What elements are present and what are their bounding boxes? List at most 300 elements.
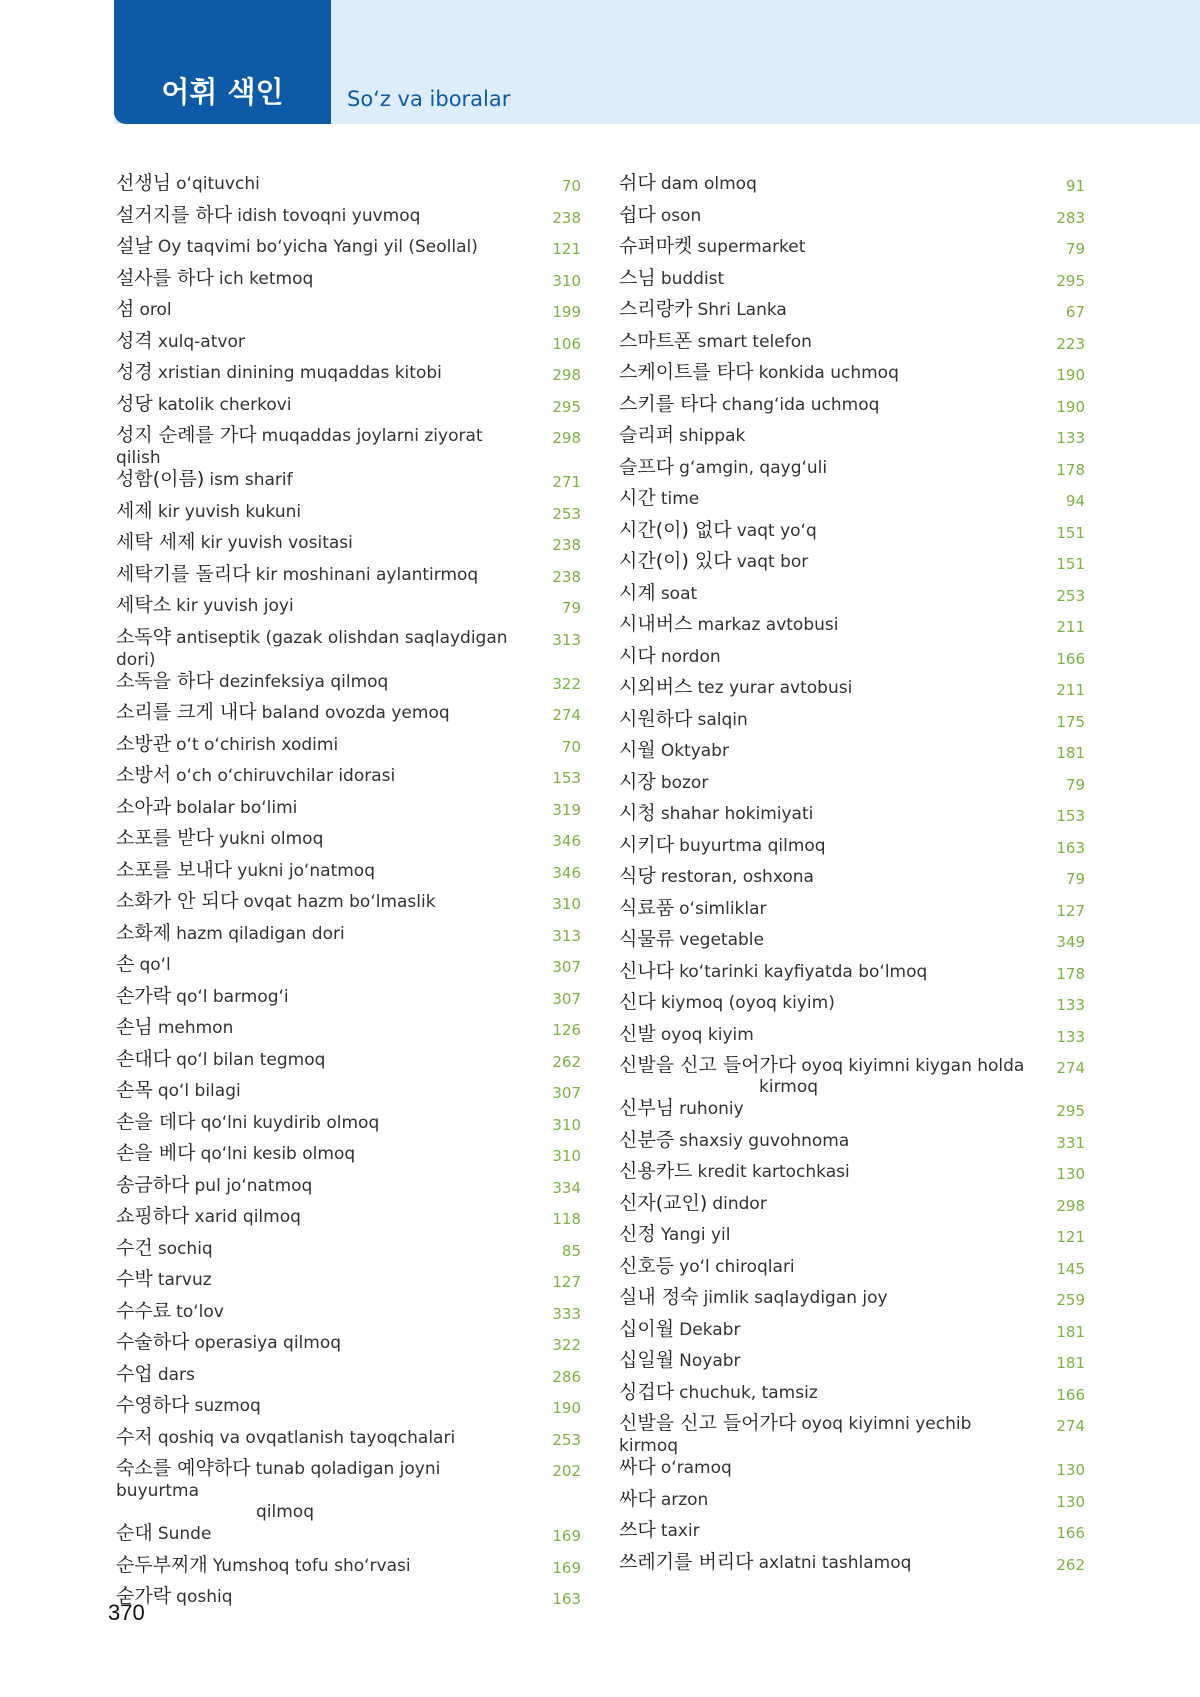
entry-term: 손을 베다 bbox=[116, 1142, 196, 1164]
entry-text bbox=[116, 1080, 537, 1102]
entry-page-number: 127 bbox=[1056, 901, 1085, 920]
entry-term: 소화제 bbox=[116, 921, 172, 944]
entry-term: 싸다 bbox=[619, 1487, 656, 1510]
index-entry bbox=[619, 1193, 1085, 1225]
entry-page-number: 133 bbox=[1056, 429, 1085, 447]
index-entry bbox=[619, 394, 1085, 426]
index-entry bbox=[116, 1269, 581, 1301]
entry-gloss: buddist bbox=[660, 268, 725, 289]
entry-gloss: katolik cherkovi bbox=[157, 394, 292, 415]
entry-term: 쉬다 bbox=[619, 172, 656, 194]
index-entry bbox=[619, 961, 1085, 993]
entry-gloss: jimlik saqlaydigan joy bbox=[703, 1288, 888, 1308]
entry-gloss: g‘amgin, qayg‘uli bbox=[679, 457, 828, 478]
entry-gloss: idish tovoqni yuvmoq bbox=[237, 205, 421, 226]
entry-gloss: baland ovozda yemoq bbox=[261, 703, 450, 723]
entry-gloss: hazm qiladigan dori bbox=[176, 923, 345, 944]
entry-term: 실내 정숙 bbox=[619, 1286, 699, 1308]
index-entry bbox=[619, 803, 1085, 835]
entry-gloss: chang‘ida uchmoq bbox=[721, 394, 880, 415]
entry-term: 신발을 신고 들어가다 bbox=[619, 1054, 797, 1076]
page-number: 370 bbox=[108, 1600, 145, 1625]
entry-page-number: 211 bbox=[1056, 618, 1085, 636]
entry-text bbox=[619, 1413, 1041, 1457]
entry-term: 시월 bbox=[619, 739, 656, 761]
entry-gloss: qo‘l bbox=[139, 955, 171, 975]
entry-term: 쇼핑하다 bbox=[116, 1205, 190, 1227]
entry-gloss: smart telefon bbox=[697, 331, 812, 352]
entry-page-number: 126 bbox=[552, 1021, 581, 1039]
entry-page-number: 178 bbox=[1056, 964, 1085, 983]
index-entry bbox=[116, 797, 581, 829]
entry-page-number: 211 bbox=[1056, 681, 1085, 699]
index-entry bbox=[619, 1161, 1085, 1193]
entry-page-number: 313 bbox=[552, 926, 581, 945]
entry-gloss: qo‘l barmog‘i bbox=[176, 986, 289, 1007]
entry-text bbox=[116, 891, 537, 913]
entry-gloss: taxir bbox=[660, 1521, 700, 1541]
entry-gloss: mehmon bbox=[157, 1018, 234, 1038]
entry-page-number: 151 bbox=[1056, 523, 1085, 542]
index-entry bbox=[116, 1586, 581, 1618]
entry-gloss: ovqat hazm bo‘lmaslik bbox=[243, 892, 436, 912]
entry-text bbox=[116, 627, 537, 671]
entry-gloss: axlatni tashlamoq bbox=[758, 1552, 912, 1573]
index-entry bbox=[116, 205, 581, 237]
entry-text bbox=[116, 299, 537, 321]
title-block bbox=[114, 0, 331, 124]
entry-gloss: dezinfeksiya qilmoq bbox=[218, 671, 389, 692]
entry-page-number: 310 bbox=[552, 1115, 581, 1134]
entry-page-number: 166 bbox=[1056, 1524, 1085, 1542]
entry-term: 십이월 bbox=[619, 1317, 675, 1340]
entry-term: 시장 bbox=[619, 770, 656, 793]
index-entry bbox=[116, 236, 581, 268]
entry-term: 슈퍼마켓 bbox=[619, 235, 693, 257]
entry-text bbox=[116, 362, 537, 384]
entry-term: 소포를 받다 bbox=[116, 827, 214, 849]
entry-term: 손 bbox=[116, 953, 135, 975]
entry-text bbox=[619, 1256, 1041, 1278]
entry-text bbox=[619, 583, 1041, 605]
entry-gloss: shippak bbox=[679, 426, 746, 446]
entry-gloss: suzmoq bbox=[194, 1396, 261, 1416]
entry-gloss: o‘ch o‘chiruvchilar idorasi bbox=[176, 766, 396, 786]
entry-term: 신정 bbox=[619, 1223, 656, 1245]
entry-gloss: chuchuk, tamsiz bbox=[679, 1382, 818, 1403]
entry-page-number: 130 bbox=[1056, 1461, 1085, 1479]
index-column-right bbox=[619, 173, 1085, 1583]
entry-text bbox=[116, 1458, 537, 1523]
entry-page-number: 298 bbox=[1056, 1196, 1085, 1215]
entry-text bbox=[619, 205, 1041, 227]
index-entry bbox=[619, 866, 1085, 898]
entry-term: 신발 bbox=[619, 1022, 656, 1045]
entry-term: 수영하다 bbox=[116, 1394, 190, 1416]
entry-term: 설사를 하다 bbox=[116, 266, 214, 289]
entry-term: 시키다 bbox=[619, 833, 675, 856]
entry-term: 신용카드 bbox=[619, 1160, 693, 1182]
index-entry bbox=[116, 1238, 581, 1270]
entry-page-number: 175 bbox=[1056, 712, 1085, 731]
entry-term: 시원하다 bbox=[619, 707, 693, 730]
entry-term: 쓰레기를 버리다 bbox=[619, 1550, 754, 1573]
entry-page-number: 163 bbox=[1056, 838, 1085, 857]
entry-gloss: Oy taqvimi bo‘yicha Yangi yil (Seollal) bbox=[157, 237, 478, 257]
entry-page-number: 331 bbox=[1056, 1133, 1085, 1152]
index-entry bbox=[619, 709, 1085, 741]
entry-term: 쓰다 bbox=[619, 1519, 656, 1541]
entry-text bbox=[116, 1143, 537, 1165]
index-entry bbox=[619, 646, 1085, 678]
index-entry bbox=[116, 1458, 581, 1523]
entry-term: 송금하다 bbox=[116, 1173, 190, 1196]
entry-page-number: 79 bbox=[1065, 240, 1085, 258]
entry-text bbox=[116, 205, 537, 227]
entry-text bbox=[619, 646, 1041, 668]
entry-text bbox=[619, 866, 1041, 888]
entry-page-number: 295 bbox=[552, 397, 581, 416]
entry-gloss: oyoq kiyim bbox=[660, 1024, 754, 1045]
entry-term: 소화가 안 되다 bbox=[116, 890, 239, 912]
entry-gloss: qoshiq bbox=[176, 1587, 233, 1607]
index-entry bbox=[619, 1489, 1085, 1521]
entry-term: 손님 bbox=[116, 1016, 153, 1038]
entry-gloss: markaz avtobusi bbox=[697, 615, 839, 635]
entry-term: 소리를 크게 내다 bbox=[116, 701, 257, 723]
entry-text bbox=[619, 992, 1041, 1014]
entry-text bbox=[619, 1098, 1041, 1120]
entry-gloss: dars bbox=[157, 1364, 195, 1385]
entry-page-number: 181 bbox=[1056, 1354, 1085, 1372]
entry-page-number: 166 bbox=[1056, 649, 1085, 668]
entry-text bbox=[619, 1382, 1041, 1404]
entry-term: 세제 bbox=[116, 499, 153, 522]
entry-term: 소방관 bbox=[116, 732, 172, 755]
index-entry bbox=[619, 457, 1085, 489]
entry-gloss: shahar hokimiyati bbox=[660, 804, 814, 824]
entry-text bbox=[116, 595, 537, 617]
entry-term: 시간(이) 있다 bbox=[619, 550, 732, 572]
entry-gloss-continuation: kirmoq bbox=[759, 1077, 819, 1097]
index-entry bbox=[116, 923, 581, 955]
entry-gloss: bolalar bo‘limi bbox=[176, 797, 298, 818]
entry-gloss: to‘lov bbox=[176, 1301, 224, 1322]
entry-term: 숟가락 bbox=[116, 1585, 172, 1607]
entry-text bbox=[116, 173, 537, 195]
entry-gloss: Yumshoq tofu sho‘rvasi bbox=[212, 1555, 411, 1576]
entry-gloss: dindor bbox=[712, 1193, 767, 1214]
entry-text bbox=[619, 1489, 1041, 1511]
entry-gloss: arzon bbox=[660, 1489, 709, 1510]
index-entry bbox=[116, 1427, 581, 1459]
entry-text bbox=[116, 1332, 537, 1354]
entry-gloss: antiseptik (gazak olishdan saqlaydigan dori) bbox=[116, 627, 508, 670]
entry-term: 성당 bbox=[116, 392, 153, 415]
entry-gloss: yukni jo‘natmoq bbox=[237, 860, 375, 881]
entry-text bbox=[619, 1319, 1041, 1341]
index-entry bbox=[619, 1024, 1085, 1056]
entry-text bbox=[116, 532, 537, 554]
entry-page-number: 286 bbox=[552, 1367, 581, 1386]
entry-page-number: 334 bbox=[552, 1178, 581, 1197]
entry-term: 수저 bbox=[116, 1425, 153, 1448]
entry-term: 시계 bbox=[619, 581, 656, 604]
index-entry bbox=[619, 740, 1085, 772]
entry-text bbox=[619, 236, 1041, 258]
entry-term: 세탁소 bbox=[116, 594, 172, 616]
entry-term: 싸다 bbox=[619, 1456, 656, 1478]
entry-page-number: 322 bbox=[552, 1336, 581, 1354]
entry-text bbox=[619, 898, 1041, 920]
entry-term: 시다 bbox=[619, 644, 656, 667]
entry-gloss: Dekabr bbox=[679, 1319, 741, 1340]
entry-gloss: orol bbox=[139, 300, 172, 320]
entry-page-number: 181 bbox=[1056, 1322, 1085, 1341]
index-entry bbox=[116, 501, 581, 533]
entry-gloss: time bbox=[660, 489, 700, 509]
index-entry bbox=[619, 677, 1085, 709]
entry-term: 슬리퍼 bbox=[619, 424, 675, 446]
index-entry bbox=[619, 929, 1085, 961]
entry-text bbox=[116, 394, 537, 416]
index-entry bbox=[619, 425, 1085, 457]
entry-term: 소아과 bbox=[116, 795, 172, 818]
index-entry bbox=[619, 488, 1085, 520]
entry-term: 신나다 bbox=[619, 959, 675, 982]
entry-text bbox=[619, 268, 1041, 290]
entry-page-number: 67 bbox=[1065, 303, 1085, 321]
entry-term: 시내버스 bbox=[619, 613, 693, 635]
entry-term: 성격 bbox=[116, 329, 153, 352]
entry-gloss: qo‘l bilan tegmoq bbox=[176, 1049, 326, 1070]
entry-gloss: ich ketmoq bbox=[218, 268, 314, 289]
entry-text bbox=[619, 425, 1041, 447]
entry-gloss: vaqt bor bbox=[736, 552, 809, 572]
index-entry bbox=[619, 1098, 1085, 1130]
entry-term: 설날 bbox=[116, 235, 153, 257]
entry-page-number: 238 bbox=[552, 536, 581, 554]
entry-page-number: 253 bbox=[552, 504, 581, 523]
entry-text bbox=[116, 734, 537, 756]
entry-text bbox=[116, 1206, 537, 1228]
entry-gloss: konkida uchmoq bbox=[758, 363, 899, 383]
entry-term: 섬 bbox=[116, 298, 135, 320]
entry-gloss: kredit kartochkasi bbox=[697, 1162, 850, 1182]
index-entry bbox=[116, 671, 581, 703]
index-entry bbox=[116, 362, 581, 394]
entry-term: 신다 bbox=[619, 991, 656, 1013]
index-entry bbox=[619, 583, 1085, 615]
entry-text bbox=[116, 1523, 537, 1545]
entry-gloss: buyurtma qilmoq bbox=[679, 835, 826, 856]
index-entry bbox=[116, 1364, 581, 1396]
entry-gloss: o‘t o‘chirish xodimi bbox=[176, 734, 339, 755]
index-entry bbox=[116, 299, 581, 331]
entry-page-number: 298 bbox=[552, 429, 581, 447]
entry-term: 수업 bbox=[116, 1362, 153, 1385]
entry-gloss: restoran, oshxona bbox=[660, 867, 814, 887]
index-entry bbox=[116, 595, 581, 627]
entry-page-number: 153 bbox=[552, 769, 581, 787]
entry-page-number: 307 bbox=[552, 1084, 581, 1102]
entry-page-number: 298 bbox=[552, 366, 581, 384]
entry-page-number: 238 bbox=[552, 208, 581, 227]
entry-page-number: 145 bbox=[1056, 1259, 1085, 1278]
entry-term: 스리랑카 bbox=[619, 298, 693, 320]
entry-gloss: sochiq bbox=[157, 1238, 213, 1259]
entry-term: 신호등 bbox=[619, 1254, 675, 1277]
entry-page-number: 91 bbox=[1065, 177, 1085, 195]
entry-term: 성지 순례를 가다 bbox=[116, 424, 257, 446]
entry-text bbox=[116, 425, 537, 469]
entry-text bbox=[116, 236, 537, 258]
entry-text bbox=[116, 986, 537, 1008]
entry-page-number: 70 bbox=[561, 177, 581, 195]
entry-term: 싱겁다 bbox=[619, 1380, 675, 1403]
entry-text bbox=[619, 1024, 1041, 1046]
index-entry bbox=[619, 1350, 1085, 1382]
entry-text bbox=[116, 1238, 537, 1260]
index-entry bbox=[116, 986, 581, 1018]
entry-gloss: operasiya qilmoq bbox=[194, 1333, 342, 1353]
entry-gloss: tunab qoladigan joyni buyurtma bbox=[116, 1459, 441, 1501]
index-entry bbox=[116, 1206, 581, 1238]
index-entry bbox=[116, 1523, 581, 1555]
entry-gloss: yukni olmoq bbox=[218, 829, 324, 849]
index-entry bbox=[619, 205, 1085, 237]
entry-term: 스키를 타다 bbox=[619, 392, 717, 415]
entry-gloss: Noyabr bbox=[679, 1351, 741, 1371]
entry-text bbox=[619, 1130, 1041, 1152]
entry-term: 십일월 bbox=[619, 1349, 675, 1371]
entry-gloss: kiymoq (oyoq kiyim) bbox=[660, 993, 835, 1013]
entry-gloss: o‘qituvchi bbox=[176, 174, 260, 194]
entry-text bbox=[619, 677, 1041, 699]
entry-gloss: kir moshinani aylantirmoq bbox=[255, 564, 479, 585]
index-entry bbox=[116, 627, 581, 671]
entry-text bbox=[116, 1586, 537, 1608]
entry-text bbox=[116, 564, 537, 586]
entry-gloss: supermarket bbox=[697, 237, 806, 257]
entry-gloss: oyoq kiyimni kiygan holda bbox=[801, 1056, 1025, 1076]
entry-text bbox=[116, 765, 537, 787]
entry-page-number: 322 bbox=[552, 674, 581, 693]
index-entry bbox=[619, 1130, 1085, 1162]
entry-gloss: qo‘lni kuydirib olmoq bbox=[200, 1112, 380, 1133]
index-entry bbox=[619, 299, 1085, 331]
entry-page-number: 295 bbox=[1056, 1102, 1085, 1120]
entry-page-number: 151 bbox=[1056, 555, 1085, 573]
index-entry bbox=[619, 1520, 1085, 1552]
entry-text bbox=[619, 299, 1041, 321]
entry-page-number: 94 bbox=[1065, 492, 1085, 510]
entry-term: 식물류 bbox=[619, 928, 675, 950]
page-title: 어휘 색인 bbox=[161, 75, 284, 109]
entry-text bbox=[619, 520, 1041, 542]
entry-text bbox=[116, 828, 537, 850]
entry-page-number: 274 bbox=[1056, 1059, 1085, 1077]
entry-gloss: ruhoniy bbox=[679, 1099, 744, 1119]
entry-page-number: 79 bbox=[1065, 775, 1085, 794]
index-entry bbox=[619, 1552, 1085, 1584]
entry-page-number: 253 bbox=[1056, 586, 1085, 605]
entry-text bbox=[116, 1364, 537, 1386]
index-entry bbox=[116, 1112, 581, 1144]
index-entry bbox=[116, 1049, 581, 1081]
entry-page-number: 202 bbox=[552, 1462, 581, 1480]
entry-term: 성함(이름) bbox=[116, 468, 205, 490]
index-entry bbox=[116, 268, 581, 300]
index-entry bbox=[619, 331, 1085, 363]
entry-text bbox=[619, 1055, 1041, 1098]
entry-page-number: 274 bbox=[552, 706, 581, 724]
index-column-left bbox=[116, 173, 581, 1618]
entry-page-number: 130 bbox=[1056, 1492, 1085, 1511]
index-entry bbox=[116, 331, 581, 363]
index-entry bbox=[619, 835, 1085, 867]
entry-text bbox=[116, 923, 537, 945]
entry-gloss: ko‘tarinki kayfiyatda bo‘lmoq bbox=[679, 961, 928, 982]
entry-text bbox=[116, 1112, 537, 1134]
entry-page-number: 169 bbox=[552, 1558, 581, 1577]
entry-gloss: ism sharif bbox=[209, 470, 293, 490]
index-entry bbox=[116, 1332, 581, 1364]
entry-page-number: 349 bbox=[1056, 933, 1085, 951]
entry-gloss: oyoq kiyimni yechib kirmoq bbox=[619, 1414, 972, 1456]
entry-term: 슬프다 bbox=[619, 455, 675, 478]
entry-text bbox=[116, 1395, 537, 1417]
index-entry bbox=[116, 1395, 581, 1427]
entry-page-number: 271 bbox=[552, 473, 581, 491]
entry-term: 신부님 bbox=[619, 1097, 675, 1119]
index-entry bbox=[619, 520, 1085, 552]
index-entry bbox=[116, 891, 581, 923]
entry-text bbox=[619, 1350, 1041, 1372]
entry-term: 설거지를 하다 bbox=[116, 203, 233, 226]
entry-term: 수박 bbox=[116, 1268, 153, 1290]
entry-text bbox=[116, 268, 537, 290]
entry-page-number: 307 bbox=[552, 989, 581, 1008]
entry-term: 소포를 보내다 bbox=[116, 858, 233, 881]
index-entry bbox=[116, 394, 581, 426]
entry-gloss: Oktyabr bbox=[660, 741, 729, 761]
entry-gloss: oson bbox=[660, 205, 702, 226]
entry-text bbox=[116, 1427, 537, 1449]
index-entry bbox=[116, 1143, 581, 1175]
entry-page-number: 310 bbox=[552, 895, 581, 913]
index-entry bbox=[619, 1413, 1085, 1457]
entry-gloss: pul jo‘natmoq bbox=[194, 1175, 313, 1196]
entry-term: 손대다 bbox=[116, 1047, 172, 1070]
entry-page-number: 223 bbox=[1056, 334, 1085, 353]
entry-gloss: qoshiq va ovqatlanish tayoqchalari bbox=[157, 1427, 456, 1448]
index-entry bbox=[619, 1287, 1085, 1319]
entry-gloss: o‘simliklar bbox=[679, 898, 767, 919]
entry-text bbox=[116, 1049, 537, 1071]
entry-text bbox=[619, 488, 1041, 510]
entry-gloss: shaxsiy guvohnoma bbox=[679, 1130, 850, 1151]
entry-term: 신발을 신고 들어가다 bbox=[619, 1412, 797, 1434]
index-entry bbox=[619, 992, 1085, 1024]
entry-page-number: 310 bbox=[552, 271, 581, 290]
entry-text bbox=[619, 331, 1041, 353]
entry-gloss: qo‘l bilagi bbox=[157, 1081, 241, 1101]
entry-gloss: xulq-atvor bbox=[157, 331, 245, 352]
entry-term: 스케이트를 타다 bbox=[619, 361, 754, 383]
entry-gloss: muqaddas joylarni ziyorat qilish bbox=[116, 426, 483, 468]
entry-page-number: 262 bbox=[1056, 1555, 1085, 1574]
